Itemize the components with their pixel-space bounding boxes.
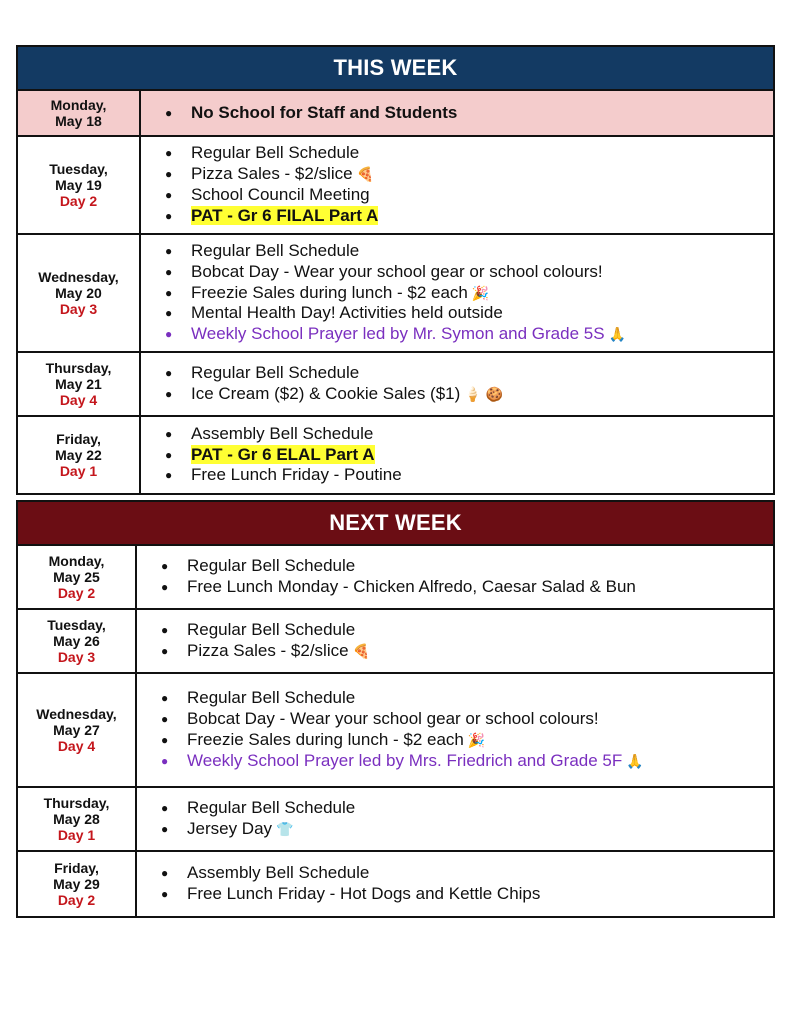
day-date: May 26 [53, 633, 100, 649]
event-item: ● PAT - Gr 6 FILAL Part A [191, 206, 773, 227]
event-item: ● No School for Staff and Students [191, 103, 773, 124]
day-name: Wednesday, [38, 269, 119, 285]
event-list [141, 235, 773, 351]
day-date: May 19 [55, 177, 102, 193]
day-row-tuesday [18, 137, 773, 235]
event-item: ● Regular Bell Schedule [187, 556, 773, 577]
event-item: ● Regular Bell Schedule [187, 798, 773, 819]
day-row-friday [18, 417, 773, 493]
day-date: May 29 [53, 876, 100, 892]
party-popper-icon: 🎉 [471, 284, 490, 301]
day-date: May 25 [53, 569, 100, 585]
event-list [137, 674, 773, 786]
ice-cream-cookie-icon: 🍦 🍪 [464, 386, 504, 402]
praying-hands-icon: 🙏 [626, 752, 644, 769]
event-item: ● Bobcat Day - Wear your school gear or school colours! [187, 709, 773, 730]
event-item: ● Mental Health Day! Activities held outside [191, 303, 773, 324]
cycle-day: Day 3 [59, 301, 98, 317]
party-popper-icon: 🎉 [467, 732, 486, 748]
day-cell [18, 353, 141, 415]
event-item: ● Weekly School Prayer led by Mr. Symon and Grade 5S 🙏 [191, 324, 773, 345]
event-item: ● Jersey Day 👕 [187, 819, 773, 840]
event-list [141, 91, 773, 135]
day-name: Thursday, [45, 360, 112, 376]
day-cell [18, 852, 137, 916]
event-item: ● PAT - Gr 6 ELAL Part A [191, 445, 773, 466]
day-cell [18, 417, 141, 493]
cycle-day: Day 1 [59, 463, 98, 479]
day-row-friday [18, 852, 773, 916]
event-item: ● Ice Cream ($2) & Cookie Sales ($1) 🍦 🍪 [191, 384, 773, 405]
event-item: ● Regular Bell Schedule [187, 688, 773, 709]
day-cell [18, 137, 141, 233]
event-item: ● Assembly Bell Schedule [187, 863, 773, 884]
cycle-day: Day 2 [57, 892, 96, 908]
event-item: ● Regular Bell Schedule [191, 143, 773, 164]
event-item: ● Free Lunch Friday - Hot Dogs and Kettle Chips [187, 884, 773, 905]
day-name: Thursday, [43, 795, 110, 811]
day-name: Friday, [56, 431, 101, 447]
day-date: May 20 [55, 285, 102, 301]
event-item: ● Free Lunch Monday - Chicken Alfredo, Caesar Salad & Bun [187, 577, 773, 598]
event-list [137, 610, 773, 672]
event-list [137, 852, 773, 916]
next-week-header: NEXT WEEK [18, 502, 773, 546]
day-cell [18, 788, 137, 850]
cycle-day: Day 3 [57, 649, 96, 665]
event-item: ● Assembly Bell Schedule [191, 424, 773, 445]
event-item: ● Weekly School Prayer led by Mrs. Friedrich and Grade 5F 🙏 [187, 751, 773, 772]
event-item: ● Free Lunch Friday - Poutine [191, 465, 773, 486]
day-date: May 21 [55, 376, 102, 392]
event-item: ● Freezie Sales during lunch - $2 each 🎉 [187, 730, 773, 751]
praying-hands-icon: 🙏 [608, 326, 626, 343]
event-item: ● School Council Meeting [191, 185, 773, 206]
event-item: ● Bobcat Day - Wear your school gear or school colours! [191, 262, 773, 283]
pizza-icon: 🍕 [352, 643, 371, 659]
cycle-day: Day 4 [59, 392, 98, 408]
day-row-tuesday [18, 610, 773, 674]
day-row-monday [18, 546, 773, 610]
day-cell [18, 610, 137, 672]
event-list [141, 137, 773, 233]
event-item: ● Regular Bell Schedule [191, 363, 773, 384]
event-item: ● Regular Bell Schedule [191, 241, 773, 262]
pizza-icon: 🍕 [356, 166, 375, 183]
event-item: ● Pizza Sales - $2/slice 🍕 [187, 641, 773, 662]
event-list [137, 546, 773, 608]
event-item: ● Freezie Sales during lunch - $2 each 🎉 [191, 283, 773, 304]
day-cell [18, 546, 137, 608]
day-name: Monday, [48, 553, 105, 569]
day-name: Tuesday, [49, 161, 108, 177]
day-name: Friday, [54, 860, 99, 876]
cycle-day: Day 1 [57, 827, 96, 843]
day-date: May 28 [53, 811, 100, 827]
event-item: ● Regular Bell Schedule [187, 620, 773, 641]
event-item: ● Pizza Sales - $2/slice 🍕 [191, 164, 773, 185]
next-week-table [16, 500, 775, 918]
event-list [141, 353, 773, 415]
event-list [141, 417, 773, 493]
day-row-thursday [18, 788, 773, 852]
cycle-day: Day 2 [57, 585, 96, 601]
day-date: May 18 [55, 113, 102, 129]
day-cell [18, 674, 137, 786]
jersey-icon: 👕 [276, 821, 294, 837]
day-name: Wednesday, [36, 706, 117, 722]
this-week-header: THIS WEEK [18, 47, 773, 91]
day-name: Monday, [50, 97, 107, 113]
cycle-day: Day 4 [57, 738, 96, 754]
day-row-monday [18, 91, 773, 137]
day-row-wednesday [18, 674, 773, 788]
event-list [137, 788, 773, 850]
day-cell [18, 91, 141, 135]
day-row-wednesday [18, 235, 773, 353]
this-week-table [16, 45, 775, 495]
day-row-thursday [18, 353, 773, 417]
day-name: Tuesday, [47, 617, 106, 633]
cycle-day: Day 2 [59, 193, 98, 209]
day-cell [18, 235, 141, 351]
day-date: May 22 [55, 447, 102, 463]
day-date: May 27 [53, 722, 100, 738]
